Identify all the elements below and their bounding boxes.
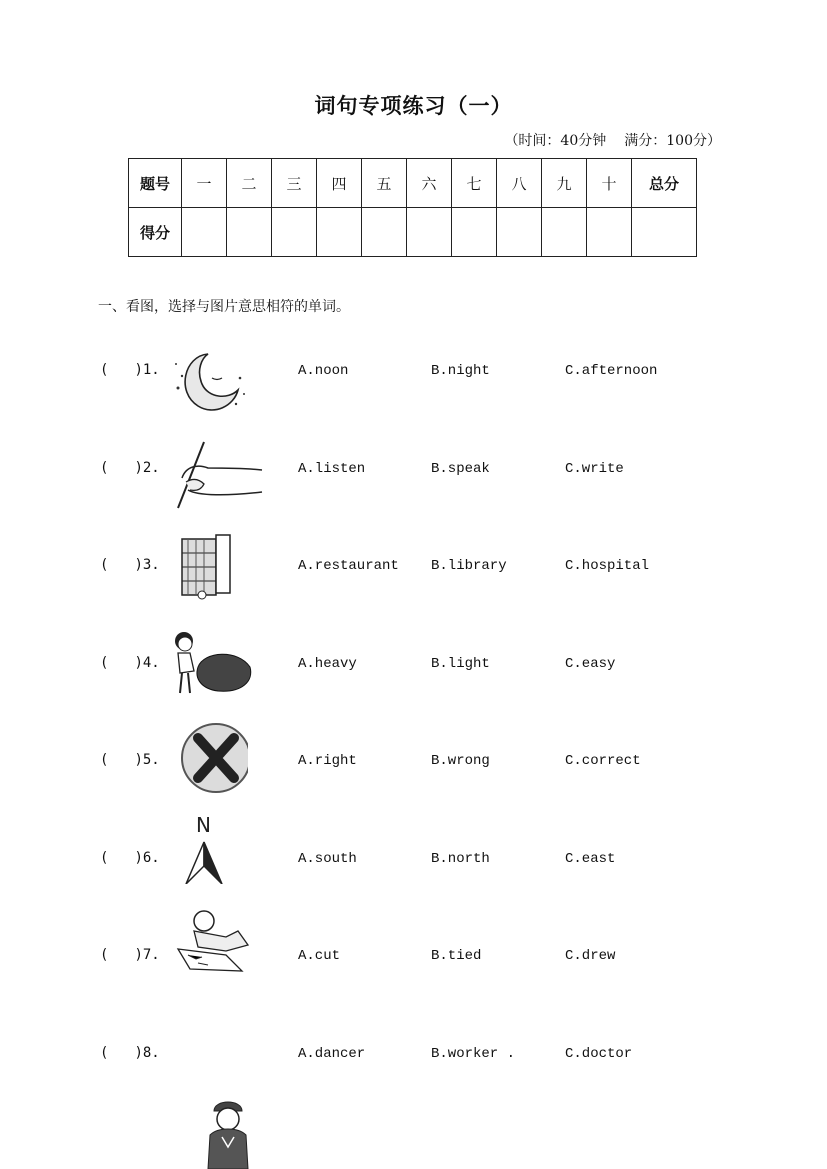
option-c[interactable]: C.drew	[565, 948, 616, 964]
option-a[interactable]: A.restaurant	[298, 558, 399, 574]
option-b[interactable]: B.night	[431, 363, 490, 379]
option-c[interactable]: C.hospital	[565, 558, 650, 574]
answer-blank[interactable]: ( )2.	[100, 460, 160, 476]
col-1: 一	[182, 159, 227, 208]
col-3: 三	[272, 159, 317, 208]
full-score: 满分：100分）	[624, 133, 721, 149]
col-4: 四	[317, 159, 362, 208]
worker-icon	[198, 1097, 258, 1169]
cross-mark-icon	[168, 720, 248, 796]
option-b[interactable]: B.worker .	[431, 1046, 516, 1062]
option-a[interactable]: A.right	[298, 753, 357, 769]
child-drawing-icon	[168, 905, 256, 977]
option-b[interactable]: B.light	[431, 656, 490, 672]
score-cell[interactable]	[407, 208, 452, 257]
score-table-score-row	[129, 208, 697, 257]
option-c[interactable]: C.east	[565, 851, 616, 867]
total-label: 总分	[632, 159, 697, 208]
score-cell[interactable]	[227, 208, 272, 257]
option-c[interactable]: C.correct	[565, 753, 641, 769]
score-cell[interactable]	[587, 208, 632, 257]
col-2: 二	[227, 159, 272, 208]
option-b[interactable]: B.tied	[431, 948, 482, 964]
score-cell[interactable]	[362, 208, 407, 257]
answer-blank[interactable]: ( )1.	[100, 362, 160, 378]
writing-hand-icon	[168, 438, 264, 514]
bookshelf-icon	[168, 533, 248, 607]
option-a[interactable]: A.cut	[298, 948, 341, 964]
option-a[interactable]: A.listen	[298, 461, 366, 477]
score-cell[interactable]	[182, 208, 227, 257]
time-info	[504, 130, 721, 150]
col-6: 六	[407, 159, 452, 208]
question-8	[98, 1045, 738, 1169]
option-b[interactable]: B.speak	[431, 461, 490, 477]
option-a[interactable]: A.dancer	[298, 1046, 366, 1062]
option-a[interactable]: A.south	[298, 851, 357, 867]
score-cell[interactable]	[452, 208, 497, 257]
question-7	[98, 947, 738, 1047]
option-a[interactable]: A.heavy	[298, 656, 357, 672]
answer-blank[interactable]: ( )4.	[100, 655, 160, 671]
moon-icon	[168, 348, 248, 420]
answer-blank[interactable]: ( )5.	[100, 752, 160, 768]
option-c[interactable]: C.doctor	[565, 1046, 633, 1062]
answer-blank[interactable]: ( )3.	[100, 557, 160, 573]
score-cell[interactable]	[497, 208, 542, 257]
col-9: 九	[542, 159, 587, 208]
page-title: 词句专项练习（一）	[314, 93, 513, 118]
col-8: 八	[497, 159, 542, 208]
option-b[interactable]: B.wrong	[431, 753, 490, 769]
score-cell[interactable]	[317, 208, 362, 257]
col-5: 五	[362, 159, 407, 208]
answer-blank[interactable]: ( )8.	[100, 1045, 160, 1061]
option-c[interactable]: C.afternoon	[565, 363, 658, 379]
score-cell[interactable]	[272, 208, 317, 257]
option-a[interactable]: A.noon	[298, 363, 349, 379]
answer-blank[interactable]: ( )6.	[100, 850, 160, 866]
score-cell[interactable]	[542, 208, 587, 257]
north-letter: N	[196, 813, 211, 837]
north-arrow-icon	[168, 812, 248, 884]
score-table	[128, 158, 697, 257]
score-table-header-row	[129, 159, 697, 208]
answer-blank[interactable]: ( )7.	[100, 947, 160, 963]
time-limit: （时间：40分钟	[504, 133, 607, 149]
header-label: 题号	[129, 159, 182, 208]
option-b[interactable]: B.north	[431, 851, 490, 867]
score-label: 得分	[129, 208, 182, 257]
option-c[interactable]: C.write	[565, 461, 624, 477]
score-cell[interactable]	[632, 208, 697, 257]
boy-with-bag-icon	[168, 627, 256, 699]
option-c[interactable]: C.easy	[565, 656, 616, 672]
option-b[interactable]: B.library	[431, 558, 507, 574]
section-heading: 一、看图，选择与图片意思相符的单词。	[98, 299, 350, 315]
col-10: 十	[587, 159, 632, 208]
col-7: 七	[452, 159, 497, 208]
